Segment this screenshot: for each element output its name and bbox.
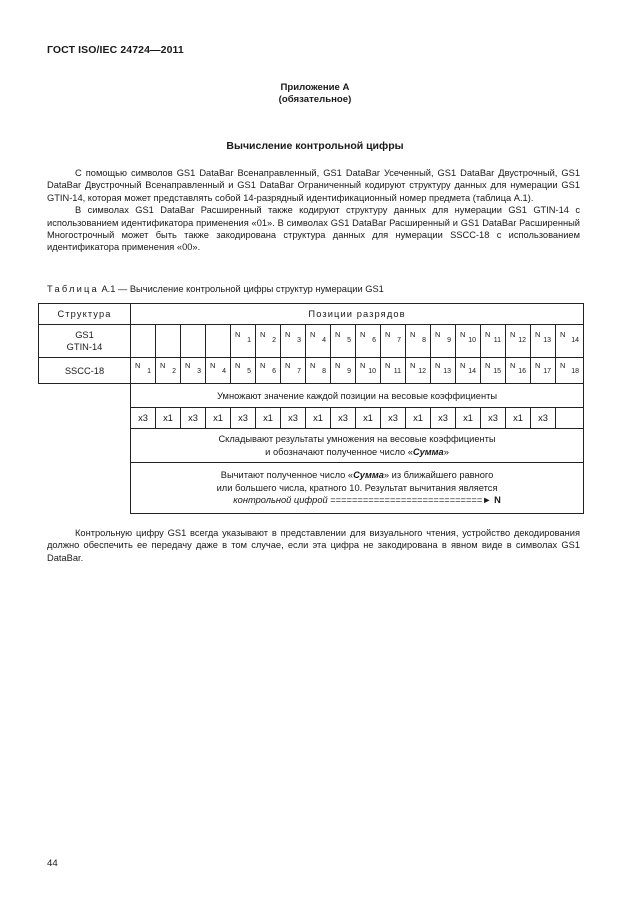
blank-cell bbox=[39, 384, 131, 408]
position-cell: N 5 bbox=[231, 358, 256, 384]
blank-cell bbox=[39, 408, 131, 429]
position-cell: N 6 bbox=[256, 358, 281, 384]
position-cell: N 16 bbox=[506, 358, 531, 384]
blank-cell bbox=[39, 463, 131, 514]
coefficient-cell: x3 bbox=[131, 408, 156, 429]
intro-text bbox=[47, 167, 580, 254]
position-cell: N 8 bbox=[306, 358, 331, 384]
empty-cell bbox=[206, 325, 231, 358]
gtin14-label bbox=[39, 325, 131, 358]
position-cell: N 18 bbox=[556, 358, 584, 384]
position-cell: N 17 bbox=[531, 358, 556, 384]
multiply-instruction: Умножают значение каждой позиции на весовые коэффициенты bbox=[131, 384, 584, 408]
position-cell: N 9 bbox=[431, 325, 456, 358]
position-cell: N 10 bbox=[456, 325, 481, 358]
table-caption-prefix: Таблица bbox=[47, 284, 99, 294]
position-cell: N 9 bbox=[331, 358, 356, 384]
annex-heading: Вычисление контрольной цифры bbox=[226, 140, 404, 152]
standard-designation: ГОСТ ISO/IEC 24724—2011 bbox=[47, 44, 184, 56]
coefficient-row bbox=[39, 408, 584, 429]
position-cell: N 1 bbox=[131, 358, 156, 384]
subtract-instruction bbox=[131, 463, 584, 514]
coefficient-cell: x3 bbox=[181, 408, 206, 429]
coefficient-cell: x1 bbox=[306, 408, 331, 429]
position-cell: N 4 bbox=[206, 358, 231, 384]
coefficient-cell: x1 bbox=[356, 408, 381, 429]
coefficient-cell: x3 bbox=[481, 408, 506, 429]
sum-row bbox=[39, 429, 584, 463]
sscc18-row bbox=[39, 358, 584, 384]
coefficient-cell: x1 bbox=[406, 408, 431, 429]
coefficient-cell: x3 bbox=[331, 408, 356, 429]
blank-cell bbox=[39, 429, 131, 463]
position-cell: N 4 bbox=[306, 325, 331, 358]
gtin14-label-line2: GTIN-14 bbox=[66, 342, 103, 352]
coefficient-cell: x1 bbox=[206, 408, 231, 429]
gtin14-row bbox=[39, 325, 584, 358]
intro-paragraph: С помощью символов GS1 DataBar Всенаправленный, GS1 DataBar Усеченный, GS1 DataBar Двустрочный, GS1 DataBar Двустрочный Всенаправленный и GS1 DataBar Ограниченный кодируют структуру данных для нумерации GS1 GTIN-14, которая может представлять собой 14-разрядный идентификационный номер предмета (таблица А.1). bbox=[47, 168, 580, 203]
sum-line-1: Складывают результаты умножения на весовые коэффициенты bbox=[218, 434, 496, 444]
annex-status: (обязательное) bbox=[278, 94, 352, 105]
sscc18-label: SSCC-18 bbox=[39, 358, 131, 384]
gtin14-label-line1: GS1 bbox=[75, 330, 94, 340]
position-cell: N 7 bbox=[281, 358, 306, 384]
header-structure: Структура bbox=[39, 304, 131, 325]
sum-line-2: и обозначают полученное число «Сумма» bbox=[265, 446, 449, 457]
position-cell: N 13 bbox=[531, 325, 556, 358]
table-header-row bbox=[39, 304, 584, 325]
coefficient-cell: x1 bbox=[256, 408, 281, 429]
position-cell: N 10 bbox=[356, 358, 381, 384]
intro-paragraph: В символах GS1 DataBar Расширенный также кодируют структуру данных для нумерации GS1 GTIN-14 с использованием идентификатора применения «01». В символах GS1 DataBar Расширенный и GS1 DataBar Расширенный Многострочный может быть также закодирована структура данных для нумерации SSCC-18 с использованием идентификатора применения «00». bbox=[47, 205, 580, 253]
annex-title: Приложение А bbox=[280, 82, 350, 93]
subtract-row bbox=[39, 463, 584, 514]
multiply-row bbox=[39, 384, 584, 408]
position-cell: N 2 bbox=[156, 358, 181, 384]
coefficient-cell: x3 bbox=[281, 408, 306, 429]
arrow-right-icon: ► bbox=[482, 495, 492, 506]
empty-cell bbox=[131, 325, 156, 358]
header-positions: Позиции разрядов bbox=[131, 304, 584, 325]
position-cell: N 12 bbox=[406, 358, 431, 384]
page-number: 44 bbox=[47, 858, 58, 869]
coefficient-cell: x3 bbox=[231, 408, 256, 429]
position-cell: N 5 bbox=[331, 325, 356, 358]
check-digit-table bbox=[38, 303, 584, 514]
empty-cell bbox=[156, 325, 181, 358]
position-cell: N 14 bbox=[456, 358, 481, 384]
sum-instruction bbox=[131, 429, 584, 463]
coefficient-cell: x3 bbox=[381, 408, 406, 429]
position-cell: N 2 bbox=[256, 325, 281, 358]
position-cell: N 1 bbox=[231, 325, 256, 358]
coefficient-cell: x3 bbox=[531, 408, 556, 429]
coefficient-cell: x1 bbox=[506, 408, 531, 429]
position-cell: N 6 bbox=[356, 325, 381, 358]
subtract-line-1: Вычитают полученное число «Сумма» из ближайшего равного bbox=[220, 470, 494, 481]
closing-paragraph: Контрольную цифру GS1 всегда указывают в представлении для визуального чтения, устройство декодирования должно обеспечить ее передачу даже в том случае, если эта цифра не закодирована в явном виде в символах GS1 DataBar. bbox=[47, 528, 580, 563]
position-cell: N 7 bbox=[381, 325, 406, 358]
coefficient-cell: x3 bbox=[431, 408, 456, 429]
position-cell: N 11 bbox=[381, 358, 406, 384]
subtract-line-2: или большего числа, кратного 10. Результат вычитания является bbox=[216, 482, 498, 493]
position-cell: N 11 bbox=[481, 325, 506, 358]
table-caption bbox=[47, 284, 384, 294]
position-cell: N 8 bbox=[406, 325, 431, 358]
empty-cell bbox=[556, 408, 584, 429]
position-cell: N 14 bbox=[556, 325, 584, 358]
subtract-line-3: контрольной цифрой ============================► N bbox=[233, 495, 501, 506]
coefficient-cell: x1 bbox=[456, 408, 481, 429]
position-cell: N 12 bbox=[506, 325, 531, 358]
position-cell: N 15 bbox=[481, 358, 506, 384]
empty-cell bbox=[181, 325, 206, 358]
closing-text bbox=[47, 527, 580, 564]
position-cell: N 13 bbox=[431, 358, 456, 384]
position-cell: N 3 bbox=[181, 358, 206, 384]
position-cell: N 3 bbox=[281, 325, 306, 358]
table-caption-text: А.1 — Вычисление контрольной цифры структур нумерации GS1 bbox=[98, 284, 384, 294]
coefficient-cell: x1 bbox=[156, 408, 181, 429]
